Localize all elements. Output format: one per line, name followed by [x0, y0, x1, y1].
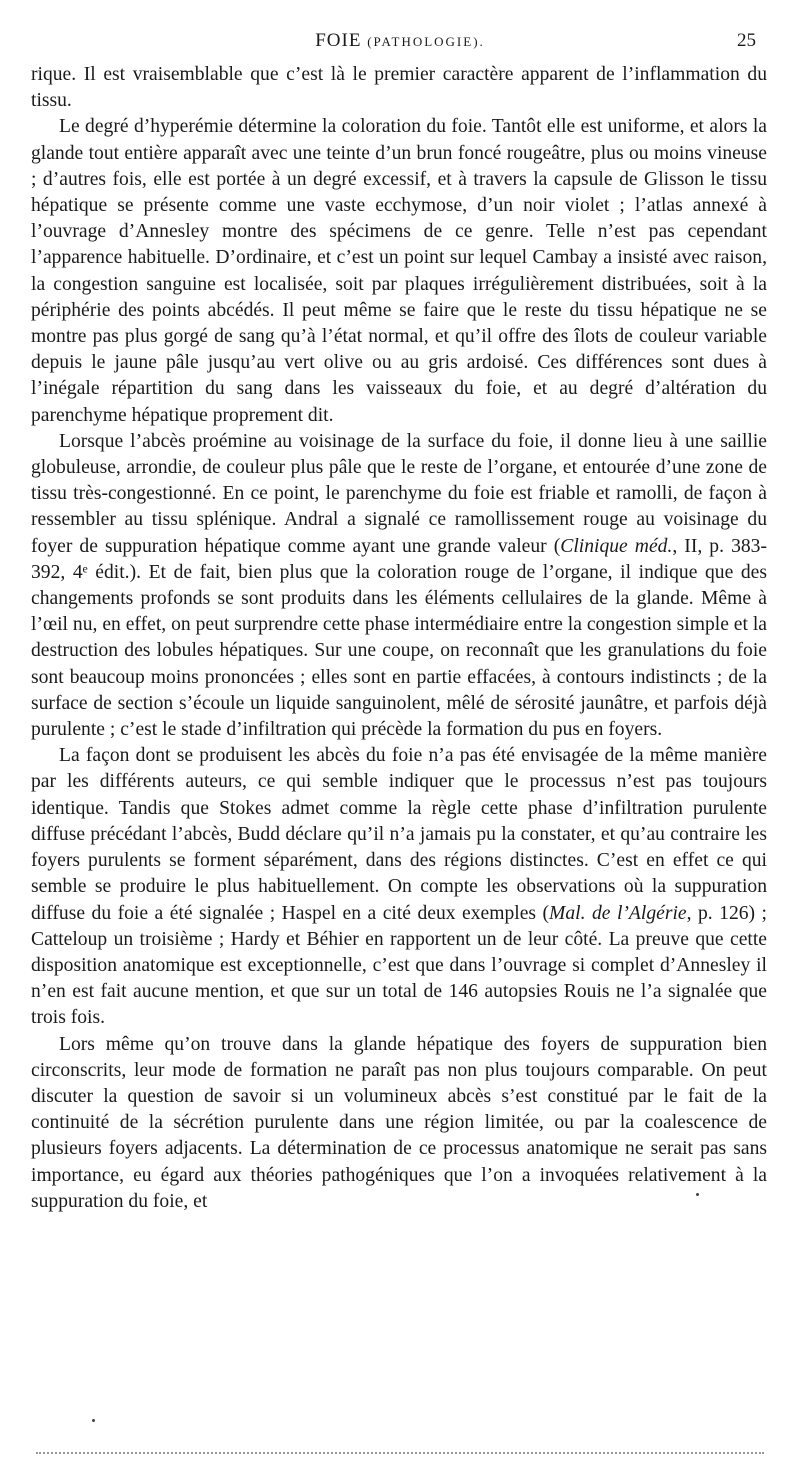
running-title-sub: (PATHOLOGIE).: [367, 34, 485, 49]
paragraph-text: , II, p. 383-392, 4ᵉ édit.). Et de fait, bien plus que la coloration rouge de l’organe, il indique que des changements profonds se sont produits dans les éléments cellulaires de la glande. Même à l’œil nu, en effet, on peut surprendre cette phase intermédiaire entre la congestion simple et la destruction des lobules hépatiques. Sur une coupe, on reconnaît que les granulations du foie sont beaucoup moins prononcées ; elles sont en partie effacées, à contours indistincts ; de la surface de section s’écoule un liquide sanguinolent, mêlé de sérosité jaunâtre, et parfois déjà purulente ; c’est le stade d’infiltration qui précède la formation du pus en foyers.: [31, 535, 767, 741]
paragraph-text: rique. Il est vraisemblable que c’est là le premier caractère apparent de l’inflammation du tissu.: [31, 64, 767, 112]
paragraph-text: Lors même qu’on trouve dans la glande hépatique des foyers de suppuration bien circonscrits, leur mode de formation ne paraît pas non plus toujours comparable. On peut discuter la question de savoir si un volumineux abcès s’est constitué par le fait de la continuité de la sécrétion purulente dans une région limitée, ou par la coalescence de plusieurs foyers adjacents. La détermination de ce processus anatomique ne serait pas sans importance, eu égard aux théories pathogéniques que l’on a invoquées relativement à la suppuration du foie, et: [31, 1033, 767, 1212]
running-title: [0, 30, 800, 52]
italic-citation: Mal. de l’Algérie: [549, 902, 687, 924]
paragraph: [31, 114, 767, 428]
paragraph-text: La façon dont se produisent les abcès du foie n’a pas été envisagée de la même manière par les différents auteurs, ce qui semble indiquer que le processus n’est pas toujours identique. Tandis que Stokes admet comme la règle cette phase d’infiltration purulente diffuse précédant l’abcès, Budd déclare qu’il n’a jamais pu la constater, et qu’au contraire les foyers purulents se forment séparément, dans des régions distinctes. C’est en effet ce qui semble se produire le plus habituellement. On compte les observations où la suppuration diffuse du foie a été signalée ; Haspel en a cité deux exemples (: [31, 745, 767, 924]
paragraph: [31, 429, 767, 743]
page-number: 25: [737, 30, 756, 51]
scan-speck: [696, 1193, 699, 1196]
paragraph: [31, 62, 767, 114]
italic-citation: Clinique méd.: [560, 535, 673, 557]
running-title-main: FOIE: [315, 30, 362, 51]
body-text: [31, 62, 767, 1215]
paragraph-text: Le degré d’hyperémie détermine la coloration du foie. Tantôt elle est uniforme, et alors la glande tout entière apparaît avec une teinte d’un brun foncé rougeâtre, plus ou moins vineuse ; d’autres fois, elle est portée à un degré excessif, et à travers la capsule de Glisson le tissu hépatique se présente comme une vaste ecchymose, d’un noir violet ; l’atlas annexé à l’ouvrage d’Annesley montre des spécimens de ce genre. Telle n’est pas cependant l’apparence habituelle. D’ordinaire, et c’est un point sur lequel Cambay a insisté avec raison, la congestion sanguine est localisée, soit par plaques irrégulièrement distribuées, soit à la périphérie des points abcédés. Il peut même se faire que le reste du tissu hépatique ne se montre pas plus gorgé de sang qu’à l’état normal, et qu’il offre des îlots de couleur variable depuis le jaune pâle jusqu’au vert olive ou au gris ardoisé. Ces différences sont dues à l’inégale répartition du sang dans les vaisseaux du foie, et au degré d’altération du parenchyme hépatique proprement dit.: [31, 116, 767, 426]
footer-dotted-rule: [36, 1452, 764, 1454]
paragraph: [31, 1032, 767, 1215]
scan-speck: [92, 1419, 95, 1422]
paragraph: [31, 743, 767, 1031]
paragraph-text: Lorsque l’abcès proémine au voisinage de la surface du foie, il donne lieu à une saillie globuleuse, arrondie, de couleur plus pâle que le reste de l’organe, et entourée d’une zone de tissu très-congestionné. En ce point, le parenchyme du foie est friable et ramolli, de façon à ressembler au tissu splénique. Andral a signalé ce ramollissement rouge au voisinage du foyer de suppuration hépatique comme ayant une grande valeur (: [31, 430, 767, 557]
paragraph-text: , p. 126) ; Catteloup un troisième ; Hardy et Béhier en rapportent un de leur côté. La preuve que cette disposition anatomique est exceptionnelle, c’est que dans l’ouvrage si complet d’Annesley il n’en est fait aucune mention, et que sur un total de 146 autopsies Rouis ne l’a signalée que trois fois.: [31, 902, 767, 1029]
running-header: [0, 30, 800, 56]
